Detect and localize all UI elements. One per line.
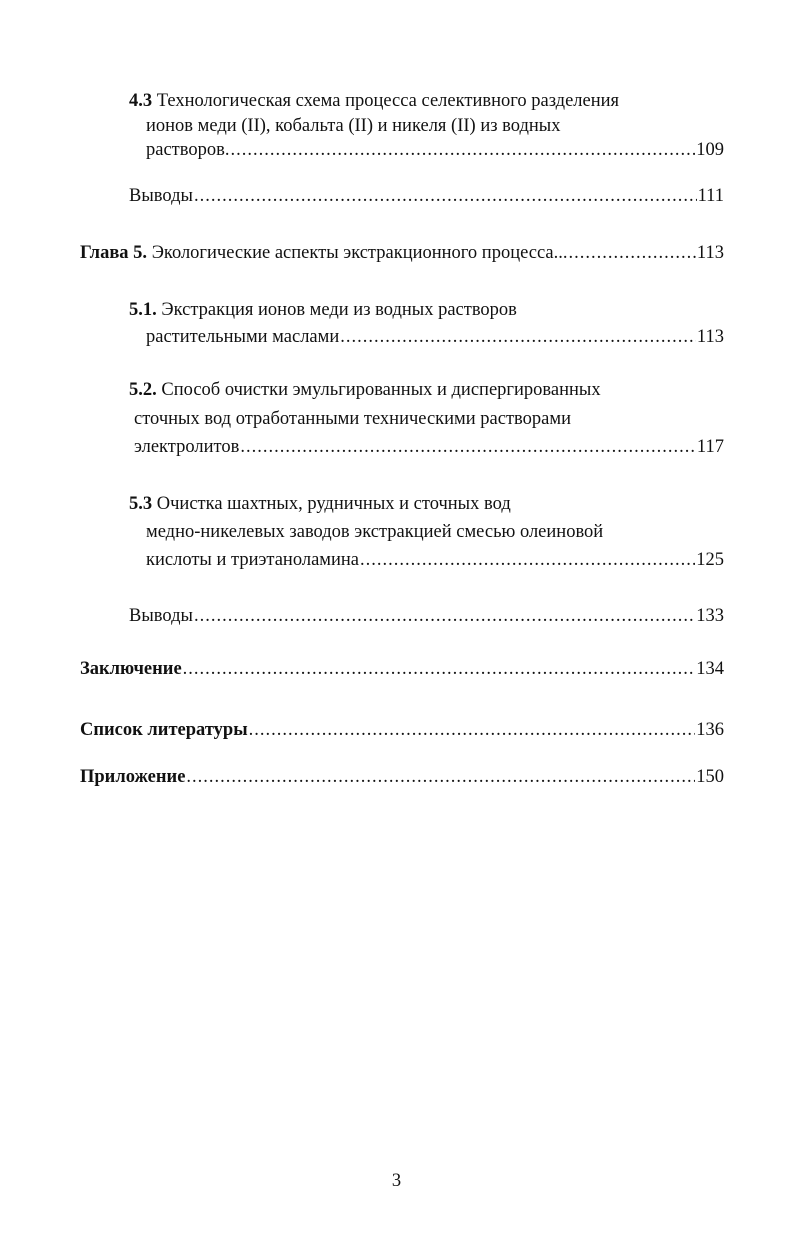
section-title: Технологическая схема процесса селективного разделения xyxy=(152,91,620,111)
page-number: 3 xyxy=(391,1171,402,1191)
entry-text: растворов. xyxy=(146,140,230,160)
entry-text: Приложение xyxy=(80,767,186,787)
entry-text: Заключение xyxy=(80,659,182,679)
toc-entry-5-3-line-3[interactable] xyxy=(146,549,724,571)
entry-text: электролитов xyxy=(134,437,240,457)
page-ref: 113 xyxy=(696,327,724,347)
toc-entry-5-3-line-2: медно-никелевых заводов экстракцией смесью олеиновой xyxy=(146,522,604,542)
leader-dots xyxy=(183,658,696,680)
page-ref: 134 xyxy=(696,659,724,679)
toc-entry-5-2-line-2: сточных вод отработанными техническими растворами xyxy=(134,409,571,429)
entry-text: Выводы xyxy=(129,186,193,206)
toc-entry-5-1-line-1 xyxy=(129,299,517,321)
toc-entry-4-3-line-3[interactable] xyxy=(146,139,724,161)
leader-dots xyxy=(569,242,696,264)
page-ref: 109 xyxy=(696,140,724,160)
chapter-label: Глава 5. xyxy=(80,243,148,263)
entry-text: Список литературы xyxy=(80,720,248,740)
entry-text: растительными маслами xyxy=(146,327,340,347)
toc-entry-chapter-5[interactable] xyxy=(80,242,724,264)
toc-entry-5-2-line-1 xyxy=(129,379,601,401)
section-title: Экстракция ионов меди из водных растворов xyxy=(156,300,517,320)
chapter-title: Экологические аспекты экстракционного процесса... xyxy=(147,243,568,263)
toc-entry-vyvody-4[interactable] xyxy=(129,185,724,207)
page-ref: 150 xyxy=(696,767,724,787)
toc-entry-vyvody-5[interactable] xyxy=(129,605,724,627)
leader-dots xyxy=(194,185,697,207)
leader-dots xyxy=(340,326,696,348)
leader-dots xyxy=(249,719,696,741)
entry-text xyxy=(80,242,568,264)
section-number: 4.3 xyxy=(129,91,153,111)
toc-entry-4-3-line-1 xyxy=(129,90,619,112)
leader-dots xyxy=(186,766,695,788)
entry-text: Выводы xyxy=(129,606,193,626)
toc-entry-conclusion[interactable] xyxy=(80,658,724,680)
page-ref: 113 xyxy=(696,243,724,263)
page-ref: 111 xyxy=(697,186,724,206)
section-number: 5.2. xyxy=(129,380,157,400)
section-number: 5.1. xyxy=(129,300,157,320)
leader-dots xyxy=(230,139,695,161)
page-ref: 133 xyxy=(696,606,724,626)
leader-dots xyxy=(360,549,695,571)
page-ref: 125 xyxy=(696,550,724,570)
leader-dots xyxy=(194,605,695,627)
page-ref: 136 xyxy=(696,720,724,740)
toc-entry-5-3-line-1 xyxy=(129,493,511,515)
toc-entry-references[interactable] xyxy=(80,719,724,741)
section-title: Способ очистки эмульгированных и диспергированных xyxy=(156,380,601,400)
toc-entry-appendix[interactable] xyxy=(80,766,724,788)
section-number: 5.3 xyxy=(129,494,153,514)
entry-text: кислоты и триэтаноламина xyxy=(146,550,359,570)
leader-dots xyxy=(240,436,696,458)
toc-entry-5-2-line-3[interactable] xyxy=(134,436,724,458)
toc-entry-5-1-line-2[interactable] xyxy=(146,326,724,348)
page-ref: 117 xyxy=(696,437,724,457)
section-title: Очистка шахтных, рудничных и сточных вод xyxy=(152,494,511,514)
toc-entry-4-3-line-2: ионов меди (II), кобальта (II) и никеля (II) из водных xyxy=(146,116,561,136)
